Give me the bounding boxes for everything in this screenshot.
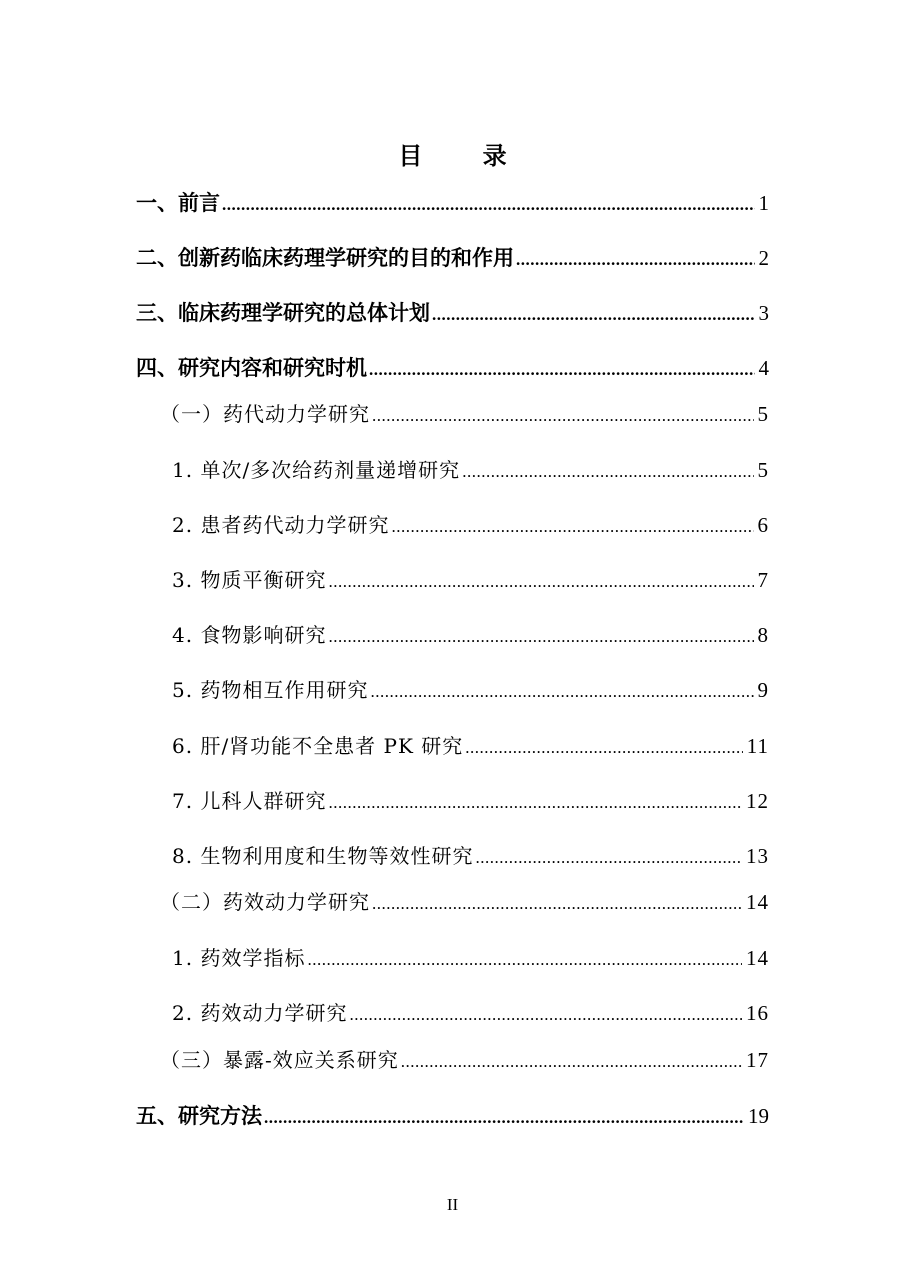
toc-entry-page: 14 bbox=[746, 946, 769, 970]
dot-leader bbox=[349, 1001, 742, 1023]
toc-entry-purpose[interactable] bbox=[0, 242, 769, 272]
toc-entry-page: 2 bbox=[758, 246, 769, 270]
toc-entry-content-timing[interactable] bbox=[0, 352, 769, 382]
toc-entry-dose-escalation[interactable] bbox=[0, 454, 769, 483]
dot-leader bbox=[372, 890, 742, 912]
toc-entry-drug-interaction[interactable] bbox=[0, 674, 769, 703]
toc-entry-label: 2. 药效动力学研究 bbox=[172, 1001, 348, 1025]
page-number-footer: II bbox=[446, 1195, 459, 1214]
dot-leader bbox=[465, 734, 742, 756]
toc-entry-page: 14 bbox=[746, 890, 769, 914]
toc-entry-page: 7 bbox=[757, 568, 769, 592]
dot-leader bbox=[475, 844, 742, 866]
toc-entry-page: 5 bbox=[757, 458, 769, 482]
dot-leader bbox=[391, 513, 753, 535]
toc-entry-label: 6. 肝/肾功能不全患者 PK 研究 bbox=[172, 734, 464, 758]
toc-entry-label: （二）药效动力学研究 bbox=[160, 890, 370, 914]
dot-leader bbox=[328, 789, 742, 811]
dot-leader bbox=[516, 246, 755, 269]
dot-leader bbox=[264, 1104, 744, 1127]
toc-entry-label: 8. 生物利用度和生物等效性研究 bbox=[172, 844, 474, 868]
toc-entry-page: 19 bbox=[748, 1104, 769, 1128]
toc-entry-preface[interactable] bbox=[0, 187, 769, 217]
dot-leader bbox=[369, 356, 755, 379]
toc-entry-label: 五、研究方法 bbox=[136, 1104, 262, 1128]
dot-leader bbox=[328, 623, 753, 645]
toc-entry-page: 9 bbox=[757, 678, 769, 702]
toc-entry-pediatric[interactable] bbox=[0, 785, 769, 814]
dot-leader bbox=[307, 946, 742, 968]
toc-entry-food-effect[interactable] bbox=[0, 619, 769, 648]
toc-entry-page: 16 bbox=[746, 1001, 769, 1025]
toc-entry-label: 7. 儿科人群研究 bbox=[172, 789, 327, 813]
dot-leader bbox=[401, 1048, 742, 1070]
toc-entry-page: 8 bbox=[757, 623, 769, 647]
toc-entry-label: 2. 患者药代动力学研究 bbox=[172, 513, 390, 537]
toc-entry-label: 1. 单次/多次给药剂量递增研究 bbox=[172, 458, 461, 482]
toc-entry-page: 1 bbox=[758, 191, 769, 215]
toc-entry-page: 13 bbox=[746, 844, 769, 868]
dot-leader bbox=[462, 458, 753, 480]
toc-entry-hepatic-renal[interactable] bbox=[0, 730, 769, 759]
toc-entry-label: （三）暴露-效应关系研究 bbox=[160, 1048, 399, 1072]
toc-entry-pd[interactable] bbox=[0, 886, 769, 915]
toc-entry-label: 1. 药效学指标 bbox=[172, 946, 306, 970]
toc-entry-page: 3 bbox=[758, 301, 769, 325]
toc-entry-methods[interactable] bbox=[0, 1100, 769, 1130]
toc-entry-patient-pk[interactable] bbox=[0, 509, 769, 538]
toc-entry-label: 四、研究内容和研究时机 bbox=[136, 356, 367, 380]
toc-entry-pd-study[interactable] bbox=[0, 997, 769, 1026]
dot-leader bbox=[432, 301, 755, 324]
toc-entry-page: 11 bbox=[746, 734, 769, 758]
toc-entry-page: 17 bbox=[746, 1048, 769, 1072]
toc-entry-page: 6 bbox=[757, 513, 769, 537]
toc-entry-pk[interactable] bbox=[0, 398, 769, 427]
dot-leader bbox=[370, 678, 753, 700]
toc-entry-page: 5 bbox=[757, 402, 769, 426]
toc-entry-label: 4. 食物影响研究 bbox=[172, 623, 327, 647]
toc-entry-exposure-response[interactable] bbox=[0, 1044, 769, 1073]
toc-entry-label: （一）药代动力学研究 bbox=[160, 402, 370, 426]
toc-entry-overall-plan[interactable] bbox=[0, 297, 769, 327]
dot-leader bbox=[372, 402, 754, 424]
toc-entry-label: 二、创新药临床药理学研究的目的和作用 bbox=[136, 246, 514, 270]
dot-leader bbox=[222, 191, 755, 214]
toc-title: 目 录 bbox=[398, 142, 533, 170]
toc-entry-page: 4 bbox=[758, 356, 769, 380]
toc-entry-mass-balance[interactable] bbox=[0, 564, 769, 593]
toc-entry-pd-indicators[interactable] bbox=[0, 942, 769, 971]
toc-entry-label: 5. 药物相互作用研究 bbox=[172, 678, 369, 702]
toc-entry-page: 12 bbox=[746, 789, 769, 813]
toc-entry-label: 一、前言 bbox=[136, 191, 220, 215]
dot-leader bbox=[328, 568, 753, 590]
toc-entry-label: 三、临床药理学研究的总体计划 bbox=[136, 301, 430, 325]
toc-entry-bioavailability[interactable] bbox=[0, 840, 769, 869]
toc-entry-label: 3. 物质平衡研究 bbox=[172, 568, 327, 592]
